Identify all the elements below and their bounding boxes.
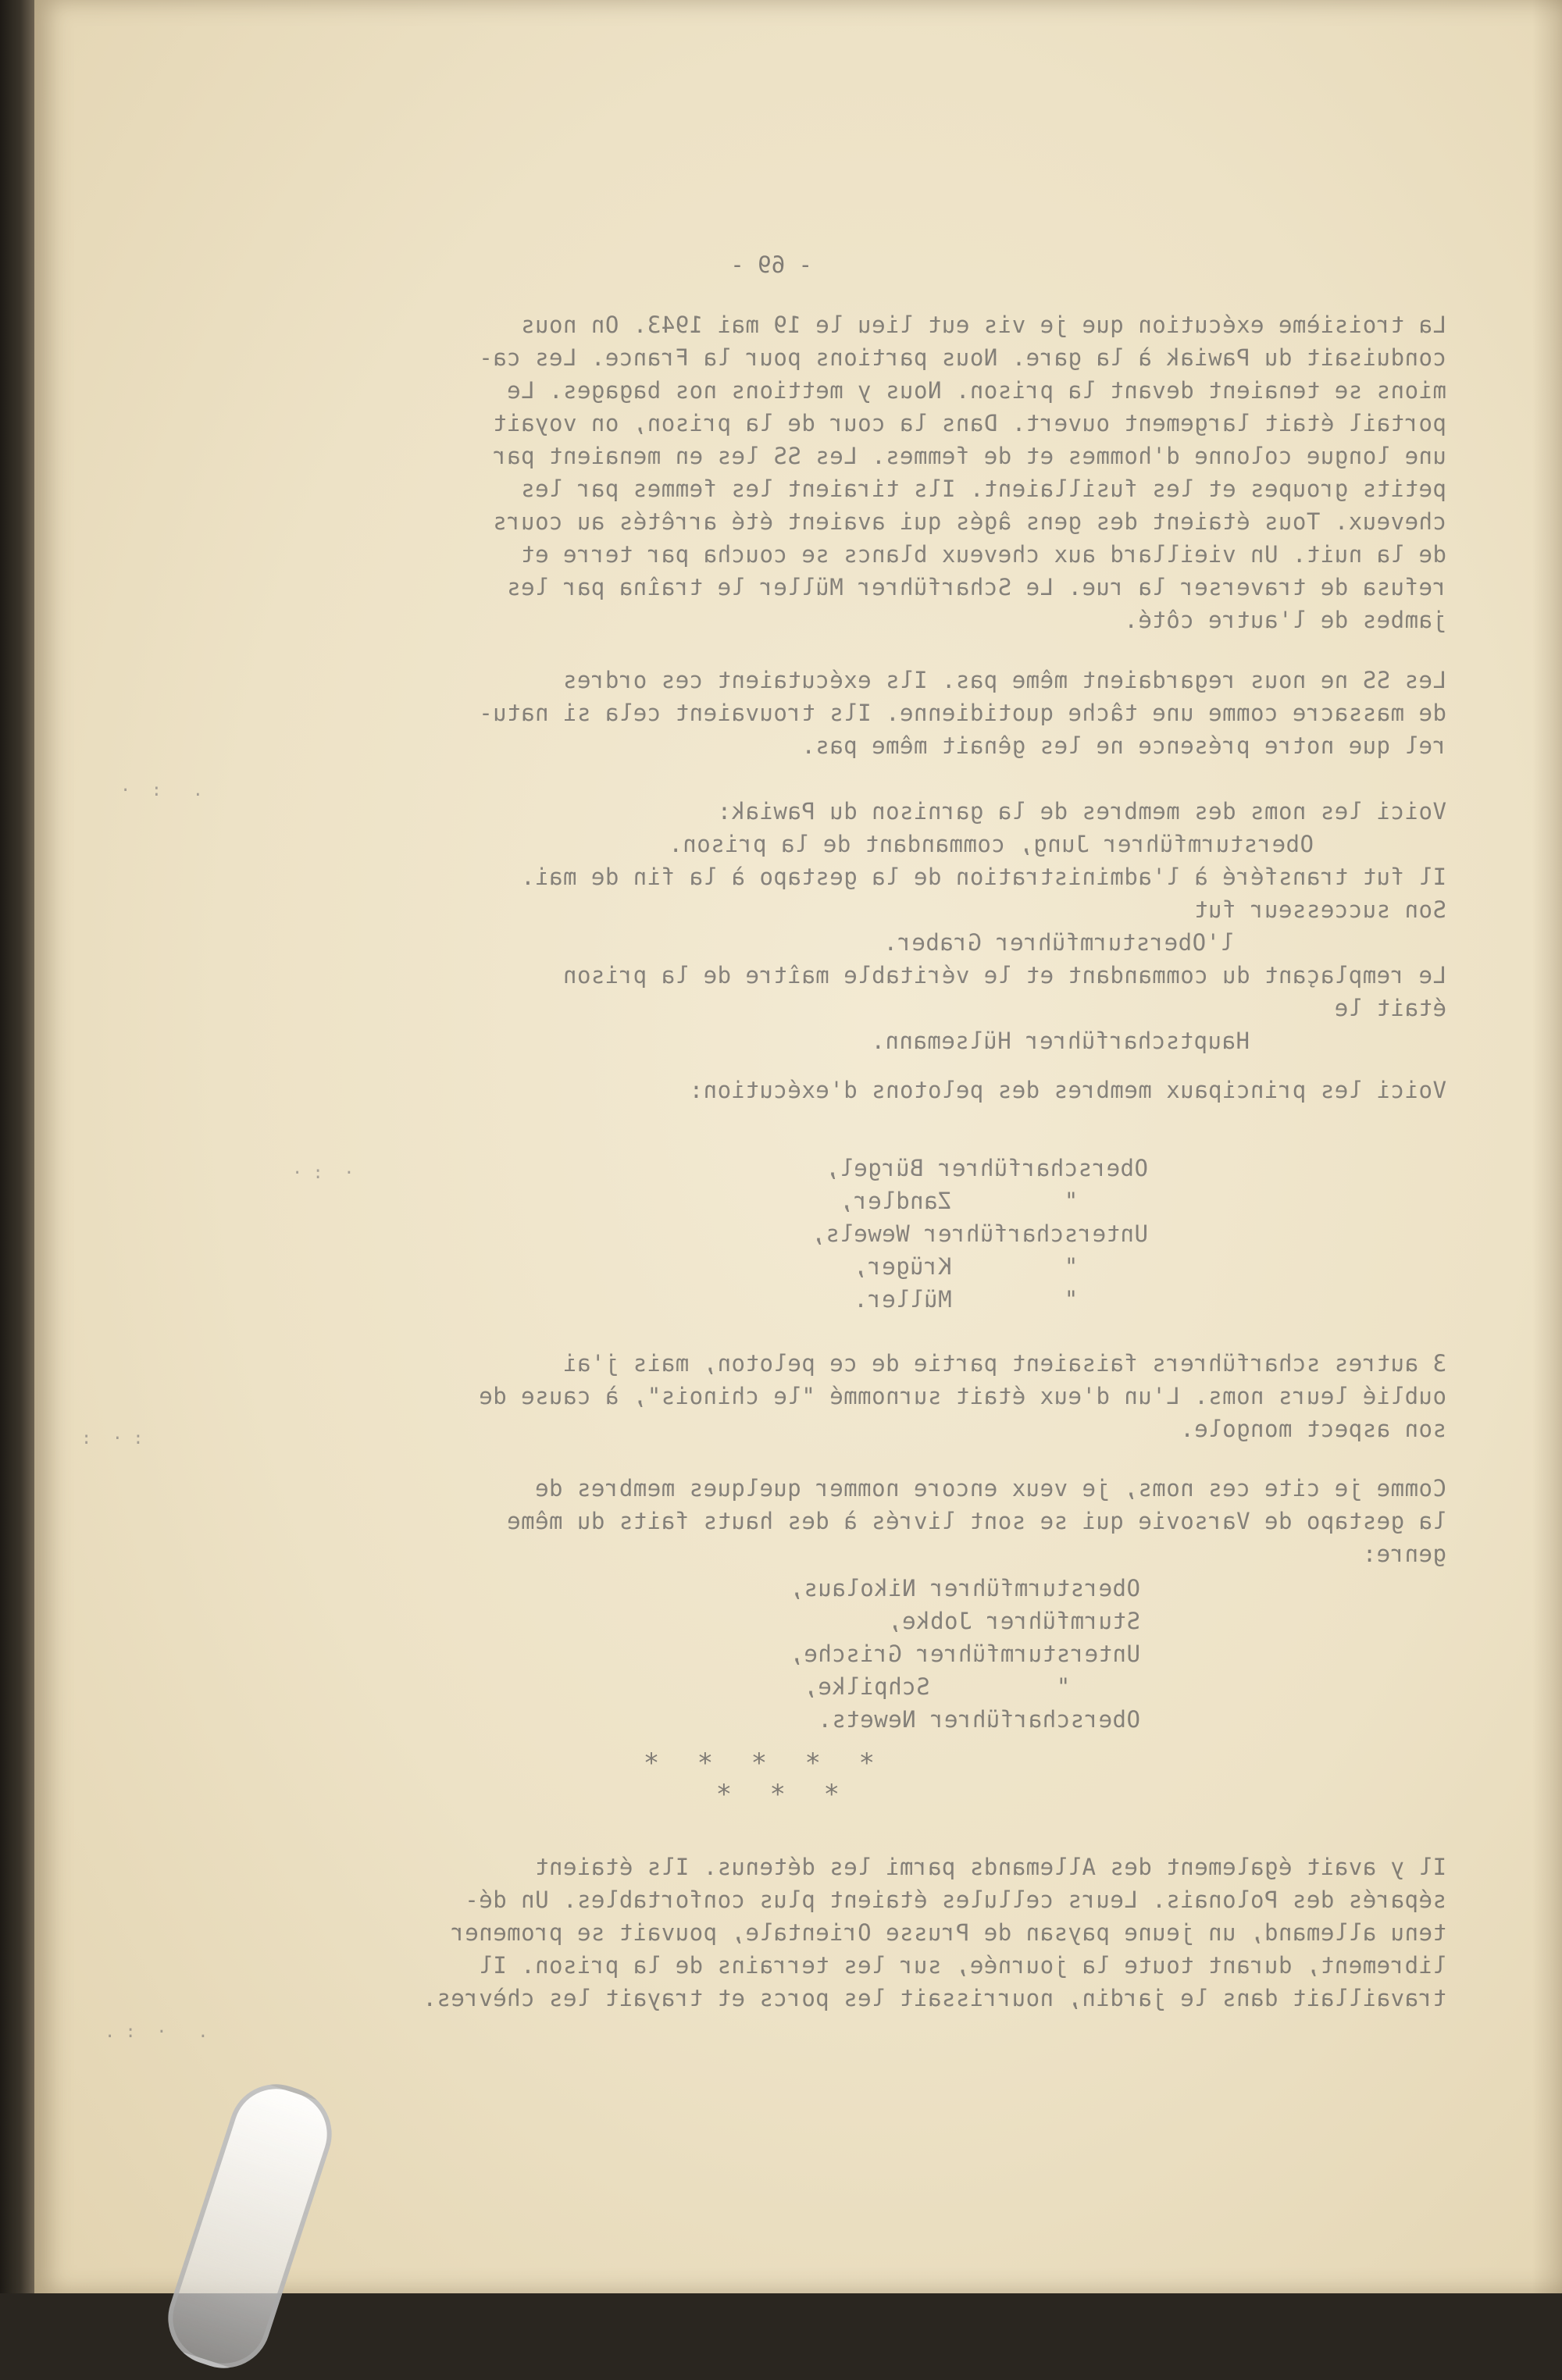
text-line: Il fut transféré à l'administration de la gestapo à la fin de mai. <box>520 864 1446 890</box>
section-separator-stars: * * * <box>704 1779 840 1810</box>
text-line: Unterscharführer Wewels, <box>811 1220 1148 1247</box>
text-line: de la nuit. Un vieillard aux cheveux blancs se coucha par terre et <box>520 541 1446 568</box>
paper-speck: · : . <box>120 781 203 800</box>
text-line: " Krüger, <box>853 1253 1148 1280</box>
text-line: Les SS ne nous regardaient même pas. Ils exécutaient ces ordres <box>562 667 1446 693</box>
text-line: une longue colonne d'hommes et de femmes. Les SS les en menaient par <box>492 443 1446 469</box>
bleed-through-text <box>34 0 1562 2293</box>
text-line: " Müller. <box>853 1286 1148 1313</box>
text-line: Hauptscharführer Hülsemann. <box>871 1028 1250 1054</box>
text-line: mions se tenaient devant la prison. Nous y mettions nos bagages. Le <box>506 377 1446 404</box>
paper-speck: . : · . <box>105 2022 209 2042</box>
text-line: Son successeur fut <box>1193 896 1446 923</box>
text-line: oublié leurs noms. L'un d'eux était surnommé "le chinois", à cause de <box>478 1383 1446 1409</box>
text-line: cheveux. Tous étaient des gens âgés qui avaient été arrêtés au cours <box>492 508 1446 535</box>
text-line: Il y avait également des Allemands parmi les détenus. Ils étaient <box>534 1854 1446 1880</box>
section-separator-stars: * * * * * <box>632 1748 875 1779</box>
text-line: La troisième exécution que je vis eut lieu le 19 mai 1943. On nous <box>520 312 1446 338</box>
text-line: Le remplaçant du commandant et le véritable maître de la prison <box>562 962 1446 989</box>
text-line: était le <box>1334 995 1446 1021</box>
text-line: tenu allemand, un jeune paysan de Prusse Orientale, pouvait se promener <box>450 1919 1446 1946</box>
text-line: Sturmführer Jobke, <box>887 1608 1140 1634</box>
text-line: l'Obersturmführer Graber. <box>883 929 1234 956</box>
text-line: séparés des Polonais. Leurs cellules étaient plus confortables. Un dé- <box>464 1887 1446 1913</box>
text-line: Obersturmführer Jung, commandant de la prison. <box>668 831 1314 857</box>
text-line: Voici les noms des membres de la garnison du Pawiak: <box>717 798 1446 825</box>
text-line: conduisait du Pawiak à la gare. Nous partions pour la France. Les ca- <box>478 344 1446 371</box>
document-page <box>34 0 1562 2293</box>
text-line: Oberscharführer Bürgel, <box>825 1155 1148 1181</box>
book-binding <box>0 0 34 2293</box>
text-line: jambes de l'autre côté. <box>1123 607 1446 633</box>
text-line: genre: <box>1362 1541 1446 1567</box>
text-line: 3 autres scharführers faisaient partie de ce peloton, mais j'ai <box>562 1350 1446 1377</box>
text-line: librement, durant toute la journée, sur les terrains de la prison. Il <box>478 1952 1446 1979</box>
text-line: rel que notre présence ne les gênait même pas. <box>801 732 1446 759</box>
text-line: " Schpilke, <box>803 1673 1140 1700</box>
text-line: la gestapo de Varsovie qui se sont livrés à des hauts faits du même <box>506 1508 1446 1534</box>
paper-speck: · : · <box>292 1163 355 1183</box>
text-line: Obersturmführer Nikolaus, <box>790 1575 1140 1602</box>
paper-speck: : · : <box>81 1429 144 1448</box>
text-line: travaillait dans le jardin, nourrissait les porcs et trayait les chèvres. <box>422 1985 1446 2011</box>
text-line: portail était largement ouvert. Dans la cour de la prison, on voyait <box>492 410 1446 436</box>
text-line: Untersturmführer Grische, <box>790 1641 1140 1667</box>
text-line: refusa de traverser la rue. Le Scharführer Müller le traîna par les <box>506 574 1446 600</box>
text-line: Oberscharführer Newets. <box>817 1706 1140 1733</box>
page-number: - 69 - <box>730 251 812 278</box>
text-line: Comme je cite ces noms, je veux encore nommer quelques membres de <box>534 1475 1446 1502</box>
text-line: petits groupes et les fusillaient. Ils tiraient les femmes par les <box>520 476 1446 502</box>
text-line: " Zandler, <box>839 1188 1148 1214</box>
text-line: Voici les principaux membres des pelotons d'exécution: <box>689 1077 1446 1103</box>
text-line: de massacre comme une tâche quotidienne. Ils trouvaient cela si natu- <box>478 700 1446 726</box>
text-line: son aspect mongole. <box>1179 1416 1446 1442</box>
